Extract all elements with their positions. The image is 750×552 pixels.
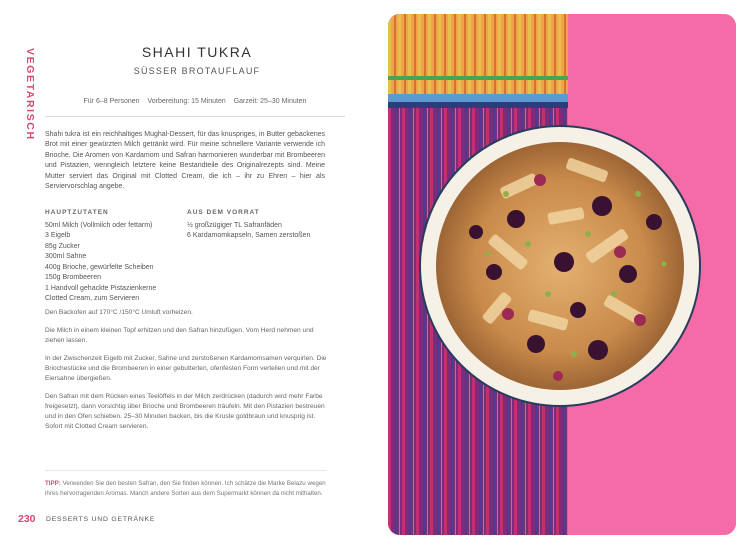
ingredient-item: 400g Brioche, gewürfelte Scheiben (45, 263, 154, 271)
ingredient-item: Clotted Cream, zum Servieren (45, 295, 140, 302)
main-ingredients-heading: HAUPTZUTATEN (45, 209, 109, 216)
ingredient-item: 3 Eigelb (45, 232, 71, 239)
prep-time: Vorbereitung: 15 Minuten (147, 98, 226, 105)
dessert-photo (388, 14, 736, 535)
recipe-subtitle: SÜSSER BROTAUFLAUF (133, 66, 261, 76)
photo-illustration (388, 14, 736, 535)
page-number: 230 (18, 513, 36, 525)
pantry-item: ½ großzügiger TL Safranfäden (187, 221, 282, 229)
pantry-heading: AUS DEM VORRAT (187, 209, 260, 216)
recipe-title: SHAHI TUKRA (141, 44, 253, 60)
pantry-ingredients (187, 208, 327, 242)
servings: Für 6–8 Personen (83, 98, 140, 105)
step: Die Milch in einem kleinen Topf erhitzen und den Safran hinzufügen. Vom Herd nehmen und ziehen lassen. (45, 327, 314, 344)
method-steps (45, 308, 327, 440)
ingredient-item: 85g Zucker (45, 242, 81, 250)
ingredient-item: 50ml Milch (Vollmilch oder fettarm) (45, 221, 153, 229)
step: Den Safran mit dem Rücken eines Teelöffels in der Milch zerdrücken (dadurch wird mehr Farbe freigesetzt), dann vorsichtig über Brioche und Brombeeren träufeln. Mit den Pistazien bestreuen und in den Ofen schieben. 25–30 Minuten backen, bis die Kruste goldbraun und knusprig ist. Sofort mit Clotted Cream servieren. (45, 393, 325, 430)
tip-box (45, 470, 327, 498)
cook-time: Garzeit: 25–30 Minuten (233, 98, 307, 105)
ingredient-item: 1 Handvoll gehackte Pistazienkerne (45, 284, 157, 292)
category-side-label: VEGETARISCH (24, 48, 36, 141)
tip-label: TIPP: (45, 480, 61, 487)
ingredient-item: 150g Brombeeren (45, 274, 102, 281)
ingredient-item: 300ml Sahne (45, 253, 87, 260)
chapter-title: DESSERTS UND GETRÄNKE (46, 516, 156, 523)
main-ingredients (45, 208, 185, 305)
tip-text: Verwenden Sie den besten Safran, den Sie finden können. Ich schätze die Marke Belazu wegen ihres hervorragenden Aromas. Manch andere Sorten aus dem Supermarkt können da nicht mithalten. (45, 480, 326, 497)
step: Den Backofen auf 170°C /150°C Umluft vorheizen. (45, 309, 193, 316)
pantry-item: 6 Kardamomkapseln, Samen zerstoßen (187, 232, 311, 239)
recipe-meta (45, 98, 345, 117)
step: In der Zwischenzeit Eigelb mit Zucker, Sahne und zerstoßenen Kardamomsamen verquirlen. Die Briochestücke und die Brombeeren in einer gebutterten, ofenfesten Form verteilen und mit der Eiersahne übergießen. (45, 355, 327, 382)
intro-paragraph: Shahi tukra ist ein reichhaltiges Mughal-Dessert, für das knuspriges, in Butter gebackenes Brot mit einer gewürzten Milch getränkt wird. Für meine schnellere Variante verwende ich Brioche. Die Aromen von Kardamom und Safran harmonieren wunderbar mit Brombeeren und Pistazien, wenngleich letztere keine Bestandteile des Originalrezepts sind. Meine Mutter serviert das Original mit Clotted Cream, die ich – ihr zu Ehren – hier als Serviervorschlag angebe. (45, 131, 325, 191)
